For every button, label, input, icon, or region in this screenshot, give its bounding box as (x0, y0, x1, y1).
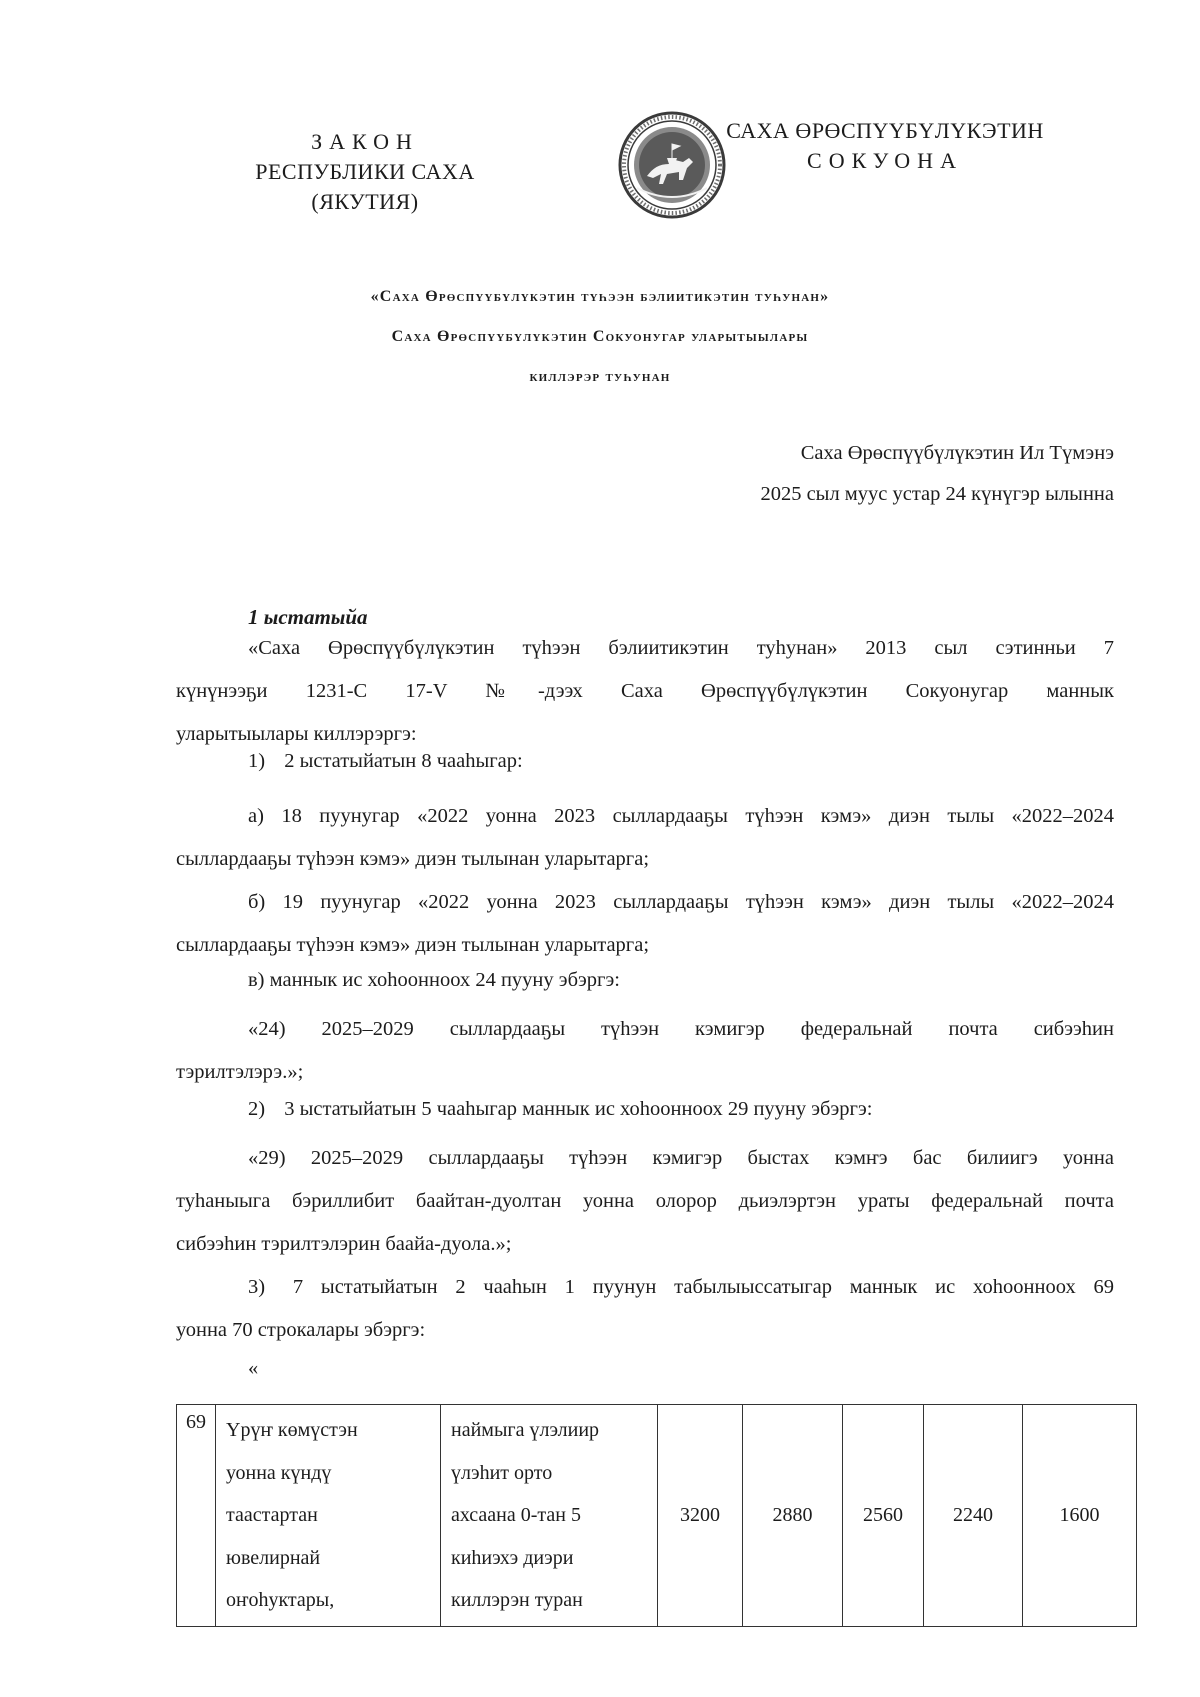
intro-line1: «Саха Өрөспүүбүлүкэтин түһээн бэлиитикэтин туһунан» 2013 сыл сэтинньи 7 (248, 637, 1114, 659)
table-cell-value: 2880 (743, 1405, 843, 1627)
item1-number: 1) (248, 750, 266, 772)
table-row-number: 69 (177, 1405, 216, 1627)
item1a (176, 795, 1114, 881)
item1b-line2: сыллардааҕы түһээн кэмэ» диэн тылынан уларытарга; (176, 934, 650, 956)
title-line3: киллэрэр туһунан (529, 368, 671, 385)
activity-line: Үрүҥ көмүстэн (226, 1419, 358, 1441)
header-left-line1: ЗАКОН (311, 129, 419, 154)
header-right (715, 116, 1055, 176)
condition-line: наймыга үлэлиир (451, 1419, 600, 1441)
table-cell-value: 3200 (658, 1405, 743, 1627)
activity-line: ювелирнай (226, 1546, 321, 1569)
intro-line2: күнүнээҕи 1231-С 17-V №-дээх Саха Өрөспүүбүлүкэтин Сокуонугар маннык (176, 680, 1114, 702)
tax-rate-table (176, 1404, 1137, 1627)
quote29-line1: «29) 2025–2029 сыллардааҕы түһээн кэмигэр быстах кэмҥэ бас билиигэ уонна (248, 1147, 1114, 1169)
quote-24 (176, 1008, 1114, 1094)
item3-line1 (176, 1266, 1114, 1309)
header-left (200, 127, 530, 217)
activity-line: оҥоһуктары, (226, 1589, 335, 1611)
item3-line2: уонна 70 строкалары эбэргэ: (176, 1319, 426, 1341)
article-heading: 1 ыстатыйа (248, 605, 368, 629)
header-left-line2: РЕСПУБЛИКИ САХА (ЯКУТИЯ) (255, 159, 475, 214)
table-cell-value: 2560 (843, 1405, 924, 1627)
article-intro (176, 627, 1114, 756)
condition-line: үлэһит орто (451, 1461, 553, 1484)
item1-text: 2 ыстатыйатын 8 чааһыгар: (284, 750, 523, 772)
item1 (248, 750, 523, 773)
adoption-line2: 2025 сыл муус устар 24 күнүгэр ылынна (760, 483, 1114, 505)
item2 (248, 1098, 872, 1121)
title-line1: «Саха Өрөспүүбүлүкэтин түһээн бэлиитикэтин туһунан» (370, 288, 830, 305)
condition-line: ахсаана 0-тан 5 (451, 1504, 581, 1526)
table-cell-condition (441, 1405, 658, 1627)
adoption-line1: Саха Өрөспүүбүлүкэтин Ил Түмэнэ (800, 442, 1114, 464)
condition-line: киллэрэн туран (451, 1589, 583, 1611)
table-cell-activity (216, 1405, 441, 1627)
item3-line1-text: 7 ыстатыйатын 2 чааһын 1 пуунун табылыыссатыгар маннык ис хоһоонноох 69 (292, 1276, 1114, 1298)
item2-number: 2) (248, 1098, 266, 1120)
header-right-line2: СОКУОНА (807, 148, 963, 173)
intro-line3: уларытыылары киллэрэргэ: (176, 723, 417, 745)
item2-text: 3 ыстатыйатын 5 чааһыгар маннык ис хоһоонноох 29 пууну эбэргэ: (284, 1098, 873, 1120)
sakha-republic-emblem-icon (617, 110, 727, 220)
quote29-line2: туһаныыга бэриллибит баайтан-дуолтан уонна олорор дьиэлэртэн ураты федеральнай почта (176, 1190, 1114, 1212)
quote-29 (176, 1137, 1114, 1266)
header-right-line1: САХА ӨРӨСПҮҮБҮЛҮКЭТИН (726, 118, 1044, 143)
item1b-line1: б) 19 пуунугар «2022 уонна 2023 сыллардааҕы түһээн кэмэ» диэн тылы «2022–2024 (248, 891, 1114, 913)
quote24-line1: «24) 2025–2029 сыллардааҕы түһээн кэмигэр федеральнай почта сибээһин (248, 1018, 1114, 1040)
activity-line: уонна күндү (226, 1461, 332, 1484)
quote24-line2: тэрилтэлэрэ.»; (176, 1061, 304, 1083)
title-line2: Саха Өрөспүүбүлүкэтин Сокуонугар уларытыылары (391, 328, 809, 345)
condition-line: киһиэхэ диэри (451, 1546, 574, 1569)
open-quote: « (248, 1357, 259, 1379)
table-cell-value: 2240 (924, 1405, 1023, 1627)
table-row (177, 1405, 1137, 1627)
table-cell-value: 1600 (1023, 1405, 1137, 1627)
item1a-line2: сыллардааҕы түһээн кэмэ» диэн тылынан уларытарга; (176, 848, 650, 870)
item3 (176, 1266, 1114, 1352)
item1c: в) маннык ис хоһоонноох 24 пууну эбэргэ: (248, 969, 620, 991)
item3-number: 3) (248, 1276, 266, 1298)
activity-line: таастартан (226, 1504, 318, 1526)
item1b (176, 881, 1114, 967)
item1a-line1: а) 18 пуунугар «2022 уонна 2023 сыллардааҕы түһээн кэмэ» диэн тылы «2022–2024 (248, 805, 1114, 827)
quote29-line3: сибээһин тэрилтэлэрин баайа-дуола.»; (176, 1233, 512, 1255)
